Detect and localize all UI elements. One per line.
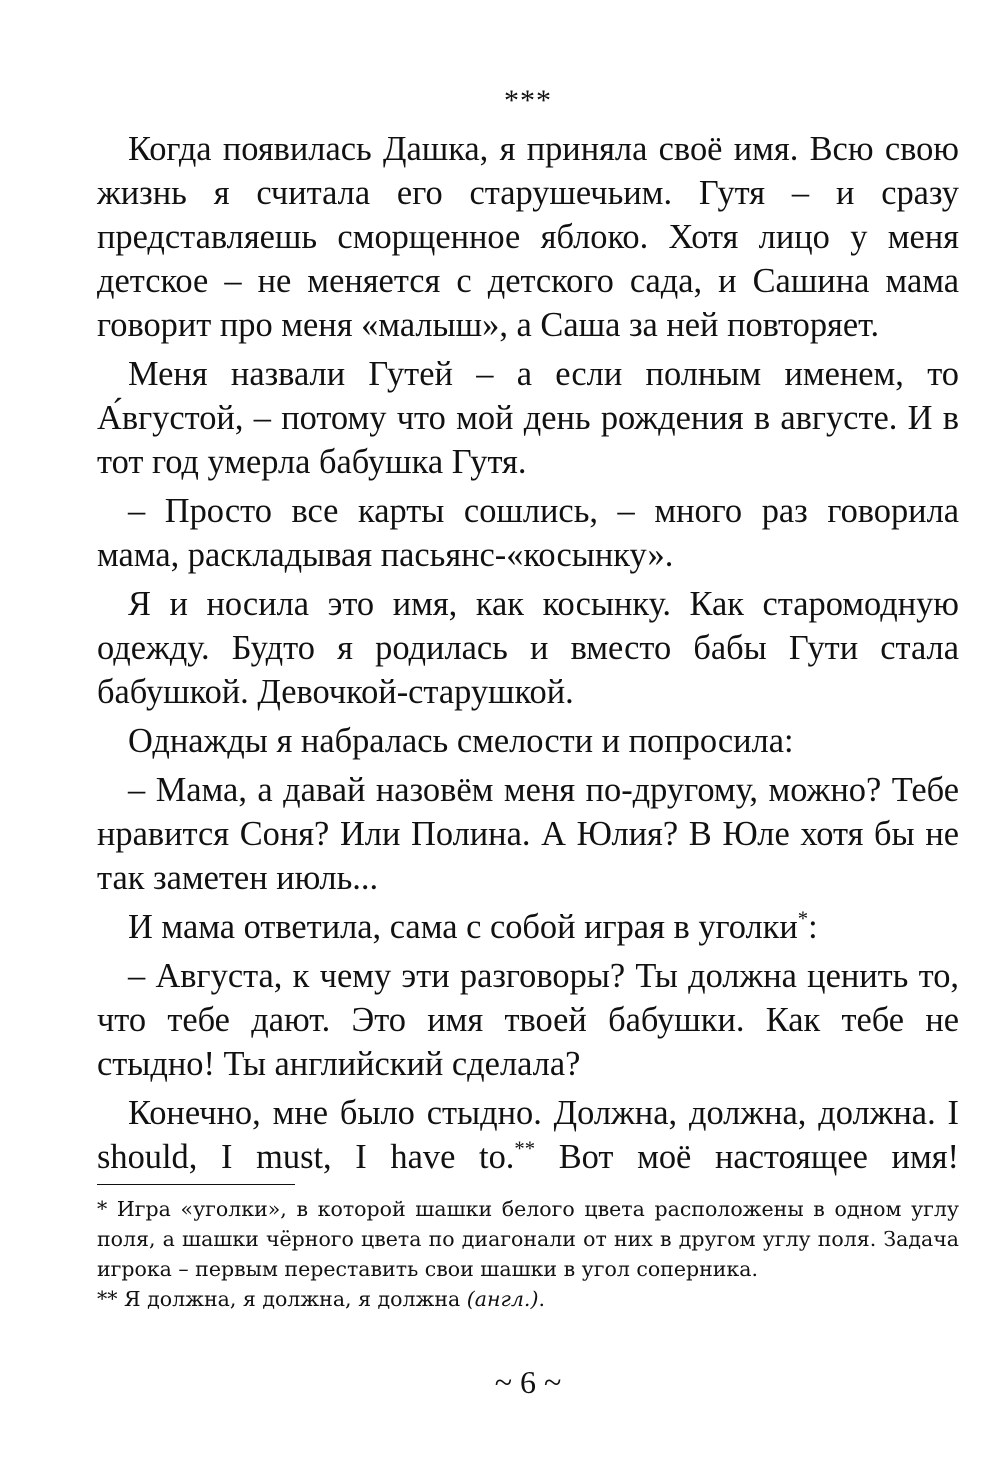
paragraph [97,905,959,949]
footnote-end: . [538,1287,545,1311]
paragraph-text: Конечно, мне было стыдно. Должна, должна, должна. I should, I must, I have to. [97,1094,959,1176]
book-page [97,0,959,1472]
paragraph: – Мама, а давай назовём меня по-другому, можно? Тебе нравится Соня? Или Полина. А Юлия? В Юле хотя бы не так заметен июль... [97,771,959,897]
paragraph-tail: Вот моё настоящее имя! [535,1138,959,1176]
paragraph: – Августа, к чему эти разговоры? Ты должна ценить то, что тебе дают. Это имя твоей бабушки. Как тебе не стыдно! Ты английский сделала? [97,957,959,1083]
footnotes [97,1194,959,1314]
paragraph: Я и носила это имя, как косынку. Как старомодную одежду. Будто я родилась и вместо бабы Гути стала бабушкой. Девочкой-старушкой. [97,585,959,711]
footnote [97,1284,959,1314]
footnote-text: Игра «уголки», в которой шашки белого цвета расположены в одном углу поля, а шашки чёрного цвета по диагонали от них в другом углу поля. Задача игрока – первым переставить свои шашки в угол соперника. [97,1197,959,1281]
footnote-divider [97,1184,295,1185]
paragraph: Меня назвали Гутей – а если полным именем, то А́вгустой, – потому что мой день рождения в августе. И в тот год умерла бабушка Гутя. [97,355,959,481]
paragraph: Когда появилась Дашка, я приняла своё имя. Всю свою жизнь я считала его старушечьим. Гутя – и сразу представляешь сморщенное яблоко. Хотя лицо у меня детское – не меняется с детского сада, и Сашина мама говорит про меня «малыш», а Саша за ней повторяет. [97,130,959,344]
paragraph [97,1091,959,1179]
footnote-marker: * [97,1197,108,1221]
main-text [97,127,959,1184]
footnote-marker: ** [97,1287,118,1311]
paragraph: – Просто все карты сошлись, – много раз говорила мама, раскладывая пасьянс-«косынку». [97,492,959,574]
paragraph-tail: : [808,908,818,946]
footnote-ref: ** [514,1138,536,1161]
footnote [97,1194,959,1284]
paragraph-text: И мама ответила, сама с собой играя в уголки [128,908,798,946]
section-separator: *** [504,84,552,117]
footnote-text: Я должна, я должна, я должна [124,1287,461,1311]
page-number: ~ 6 ~ [494,1364,562,1400]
footnote-ref: * [797,908,809,931]
footnote-language-note: (англ.) [466,1287,539,1311]
paragraph: Однажды я набралась смелости и попросила: [128,722,794,760]
